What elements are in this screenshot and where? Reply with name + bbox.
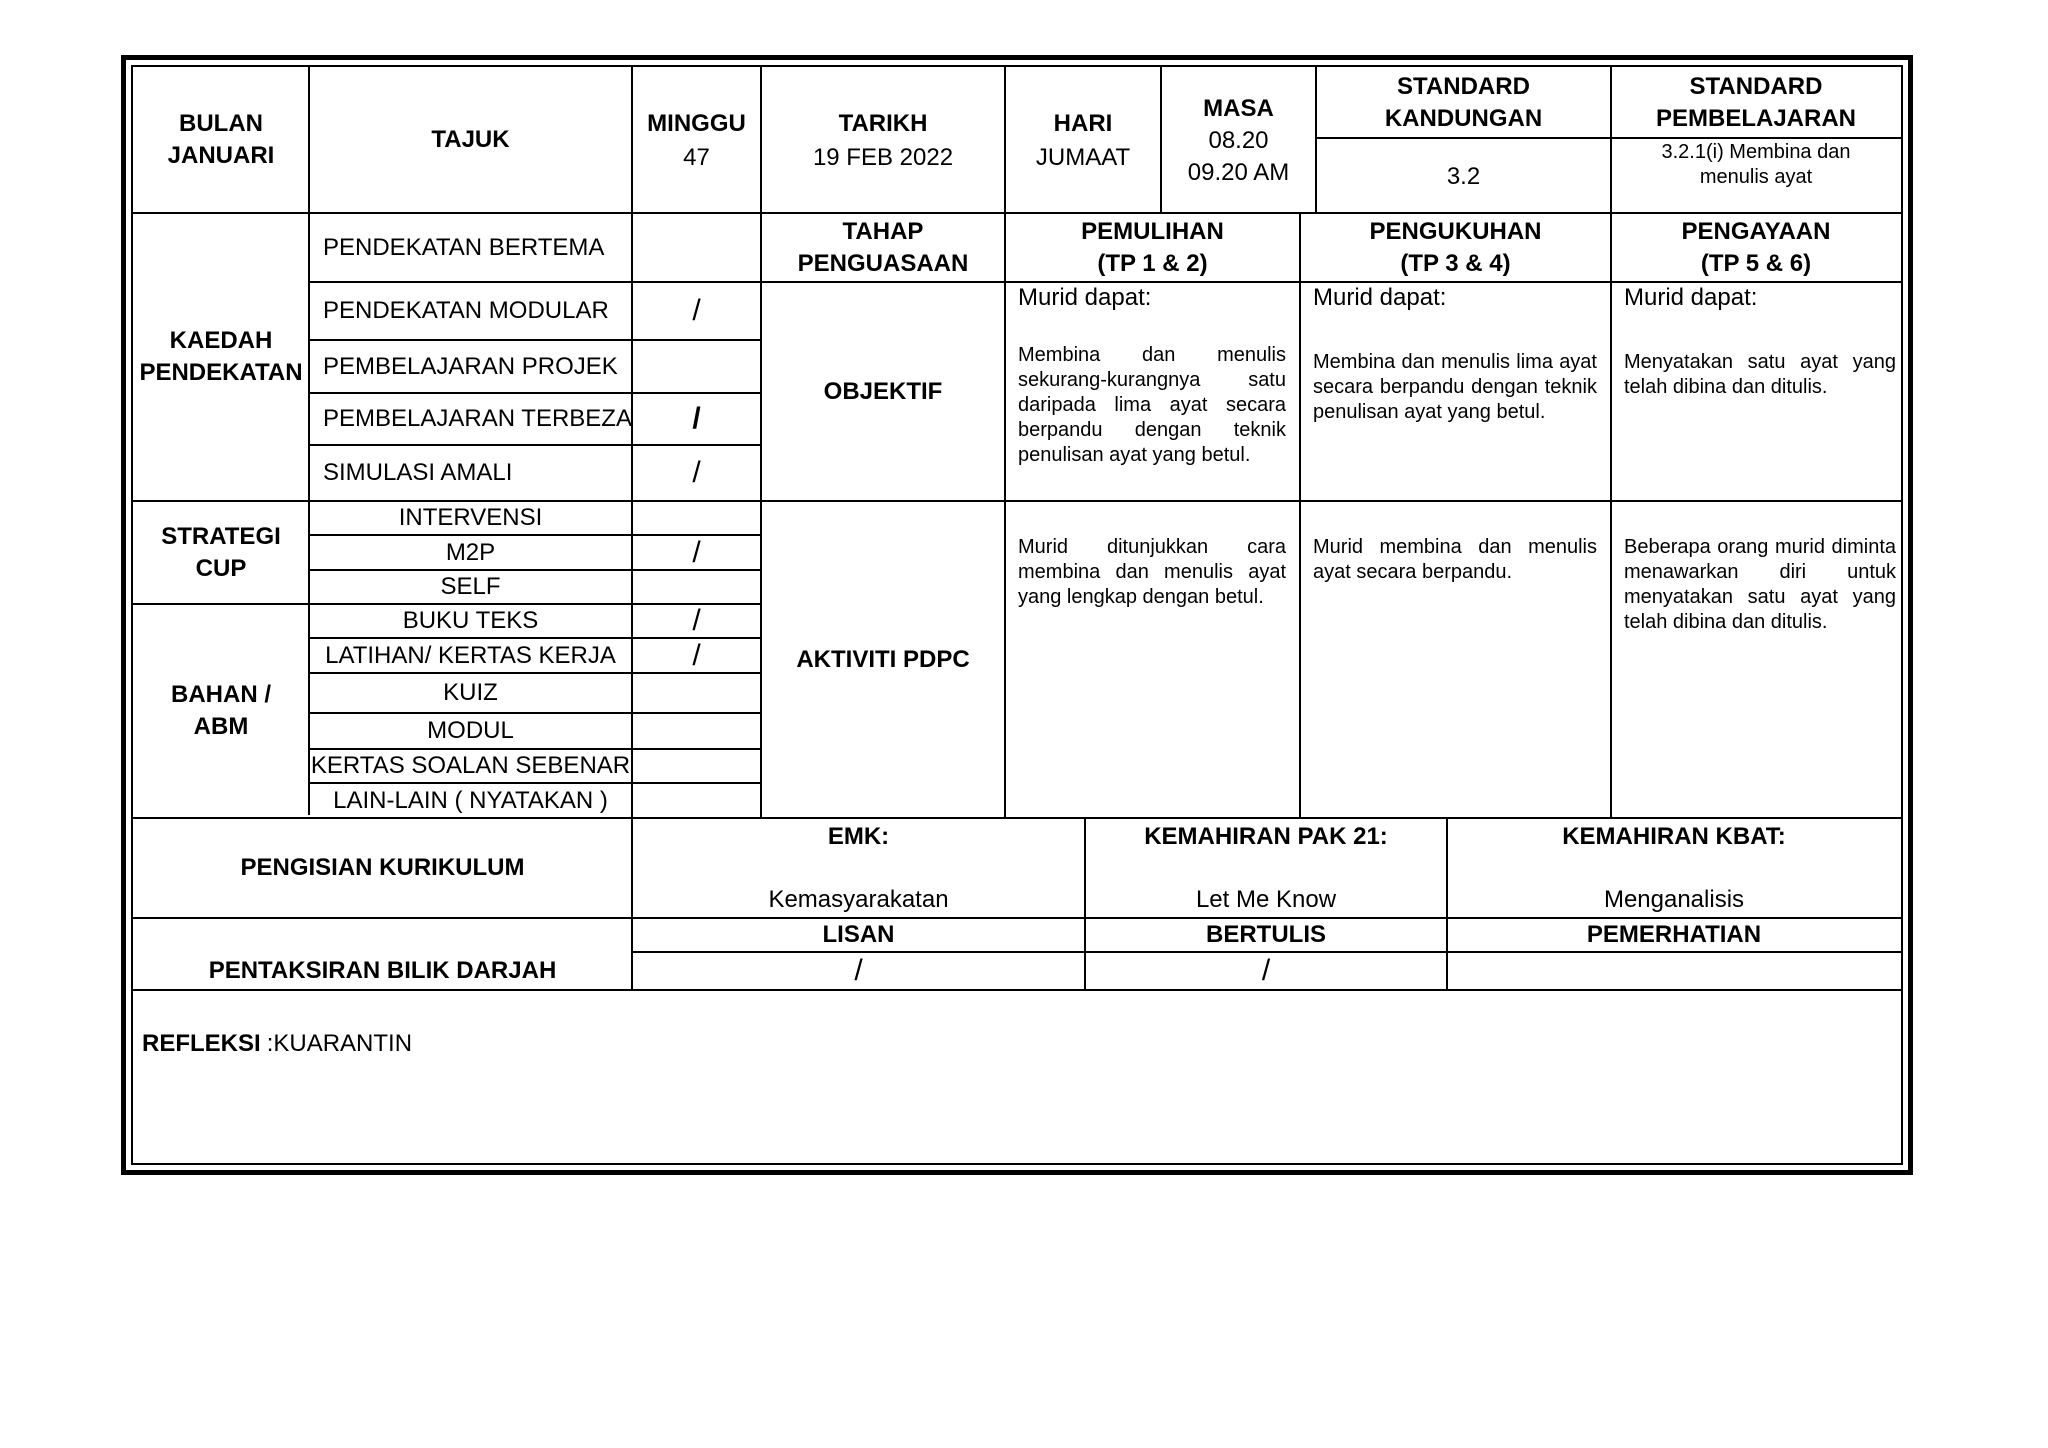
lisan-mark: / [854,954,863,987]
bahan-row-name: KERTAS SOALAN SEBENAR [310,752,631,779]
bahan-row-mark [632,783,761,818]
aktiviti-pemulihan-text: Murid ditunjukkan cara membina dan menulis ayat yang lengkap dengan betul. [1018,536,1286,608]
aktiviti-pengukuhan-text: Murid membina dan menulis ayat secara berpandu. [1313,536,1597,583]
bertulis-label: BERTULIS [1206,921,1326,948]
tarikh-label: TARIKH [838,110,928,137]
aktiviti-pdpc-label: AKTIVITI PDPC [796,645,970,673]
objektif-pengukuhan-text: Membina dan menulis lima ayat secara berpandu dengan teknik penulisan ayat yang betul. [1313,351,1597,423]
masa-value: 08.20 09.20 AM [1187,127,1290,186]
hari-label: HARI [1053,110,1113,137]
tahap-penguasaan-label: TAHAP PENGUASAAN [797,217,969,277]
strategi-row-name: INTERVENSI [398,504,543,531]
bahan-row-name: BUKU TEKS [402,607,539,634]
objektif-pengayaan-intro: Murid dapat: [1624,284,1758,311]
bahan-row-name: LAIN-LAIN ( NYATAKAN ) [333,786,608,814]
strategi-row-name: M2P [445,538,496,566]
kaedah-row-name: SIMULASI AMALI [323,459,513,486]
hari-value: JUMAAT [1035,144,1131,171]
strategi-cup-label: STRATEGI CUP [161,522,281,582]
kaedah-row-mark [632,340,761,393]
objektif-pemulihan-text: Membina dan menulis sekurang-kurangnya satu daripada lima ayat secara berpandu dengan teknik penulisan ayat yang betul. [1018,344,1286,466]
standard-kandungan-value: 3.2 [1446,162,1481,190]
pengisian-kurikulum-label: PENGISIAN KURIKULUM [240,854,525,881]
bahan-row-mark: / [692,604,701,637]
kaedah-row-mark: / [692,456,701,489]
pengayaan-header: PENGAYAAN (TP 5 & 6) [1681,217,1831,277]
objektif-pengukuhan-intro: Murid dapat: [1313,284,1447,311]
minggu-value: 47 [683,144,710,171]
kaedah-row-mark [632,213,761,282]
masa-label: MASA [1203,95,1274,122]
strategi-row-mark [632,501,761,535]
bahan-abm-label: BAHAN / ABM [171,681,271,740]
strategi-row-mark [632,570,761,604]
bahan-row-mark: / [692,638,701,672]
kemahiran-pak21-label: KEMAHIRAN PAK 21: [1144,823,1388,850]
refleksi-value: :KUARANTIN [266,1030,413,1057]
bahan-row-mark [632,749,761,783]
standard-pembelajaran-value: 3.2.1(i) Membina dan menulis ayat [1661,141,1851,188]
pemerhatian-mark [1447,952,1901,990]
bahan-row-mark [632,713,761,749]
pemerhatian-label: PEMERHATIAN [1586,921,1762,948]
standard-pembelajaran-label: STANDARD PEMBELAJARAN [1655,73,1856,132]
kemahiran-kbat-value: Menganalisis [1603,886,1745,913]
aktiviti-pengayaan-text: Beberapa orang murid diminta menawarkan diri untuk menyatakan satu ayat yang telah dibina dan ditulis. [1624,536,1896,633]
objektif-pengayaan-text: Menyatakan satu ayat yang telah dibina dan ditulis. [1624,351,1896,398]
emk-value: Kemasyarakatan [768,886,949,913]
bulan-label: BULAN JANUARI [167,110,275,169]
objektif-label: OBJEKTIF [823,377,943,405]
bahan-row-name: MODUL [427,717,514,744]
standard-kandungan-label: STANDARD KANDUNGAN [1384,73,1543,132]
minggu-label: MINGGU [647,110,746,137]
bahan-row-mark [632,673,761,713]
bahan-row-name: KUIZ [443,679,498,706]
refleksi-label: REFLEKSI [142,1030,261,1057]
tajuk-label: TAJUK [431,126,510,153]
bahan-row-name: LATIHAN/ KERTAS KERJA [325,641,616,669]
strategi-row-name: SELF [440,573,501,600]
kemahiran-kbat-label: KEMAHIRAN KBAT: [1562,823,1786,850]
tarikh-value: 19 FEB 2022 [812,144,954,171]
bertulis-mark: / [1261,954,1271,987]
pemulihan-header: PEMULIHAN (TP 1 & 2) [1081,217,1224,277]
kaedah-row-mark: / [692,294,701,327]
strategi-row-mark: / [692,535,701,569]
kaedah-row-mark: / [692,402,701,435]
kemahiran-pak21-value: Let Me Know [1195,886,1337,913]
lisan-label: LISAN [822,921,895,948]
objektif-pemulihan-intro: Murid dapat: [1018,284,1152,311]
kaedah-pendekatan-label: KAEDAH PENDEKATAN [139,327,303,386]
pentaksiran-bilik-darjah-label: PENTAKSIRAN BILIK DARJAH [208,957,557,984]
kaedah-row-name: PENDEKATAN MODULAR [323,297,609,324]
refleksi-row [142,1028,412,1060]
emk-label: EMK: [827,823,890,850]
kaedah-row-name: PENDEKATAN BERTEMA [323,233,605,261]
kaedah-row-name: PEMBELAJARAN PROJEK [323,352,618,380]
pengukuhan-header: PENGUKUHAN (TP 3 & 4) [1369,217,1542,277]
kaedah-row-name: PEMBELAJARAN TERBEZA [323,405,632,432]
